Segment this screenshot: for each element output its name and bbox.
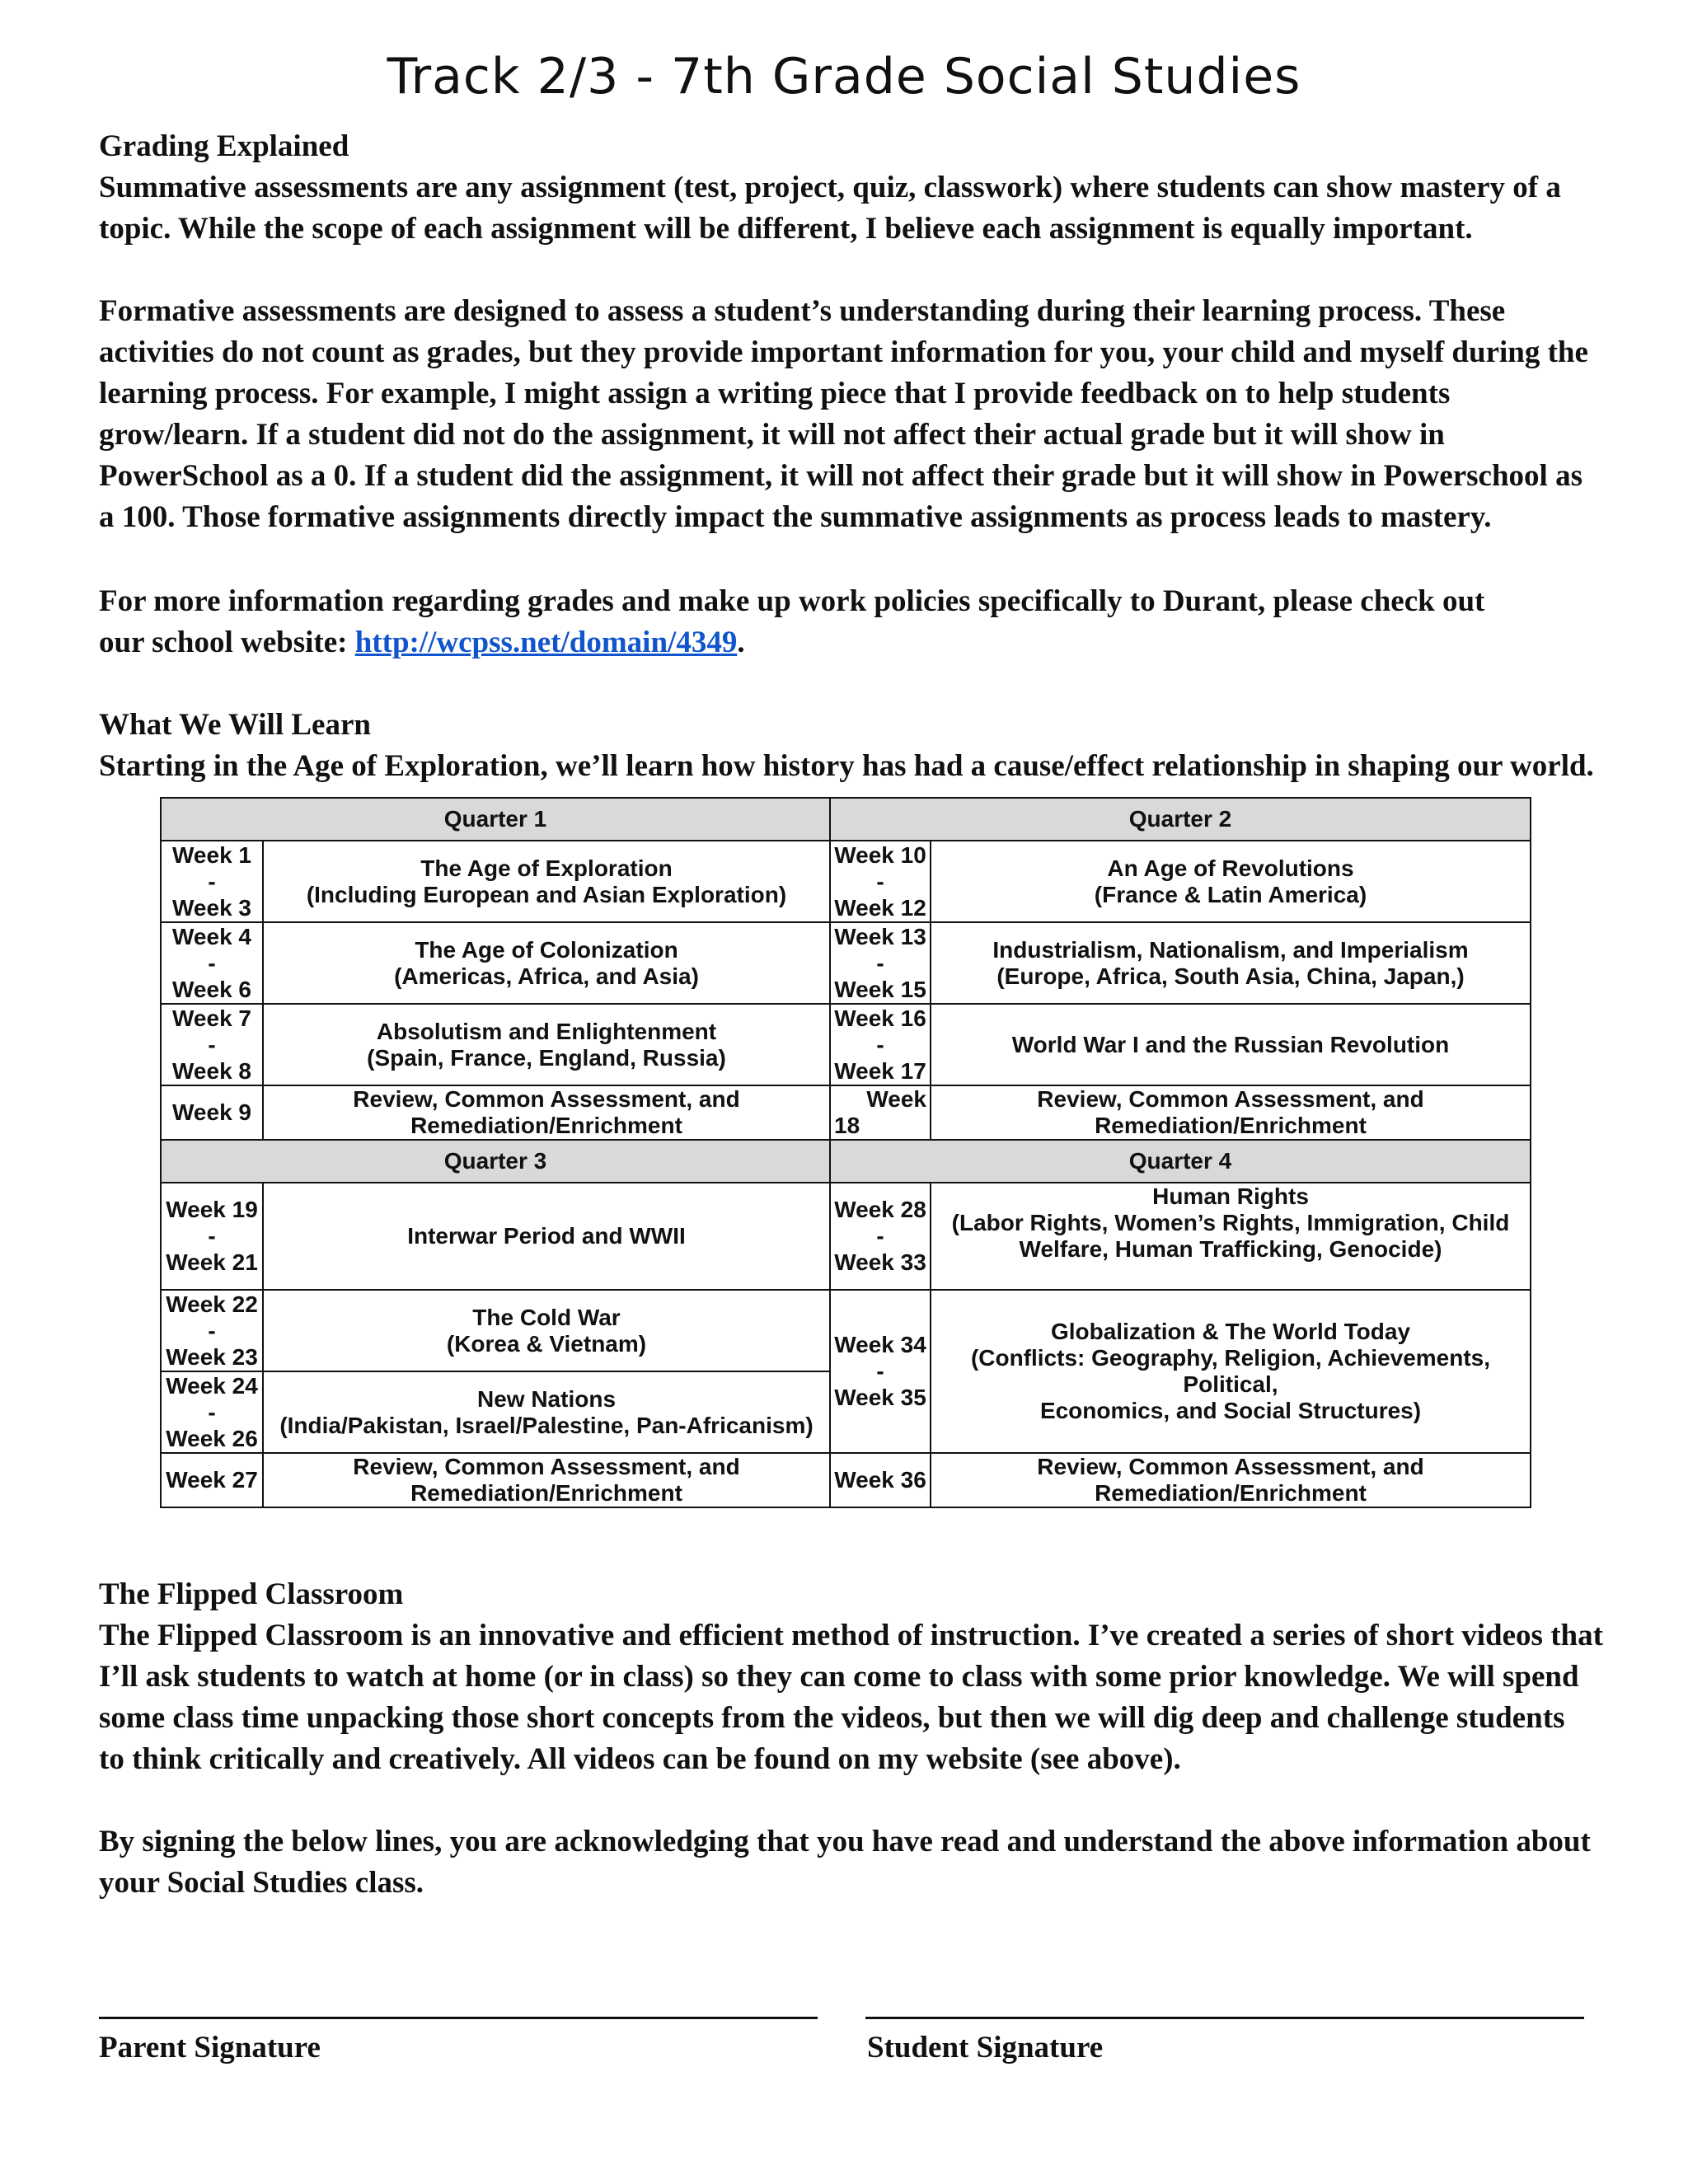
week-range: Week 34 - Week 35 [830,1290,931,1453]
quarter-header: Quarter 3 [161,1140,830,1183]
flipped-line: to think critically and creatively. All videos can be found on my website (see above). [99,1742,1181,1776]
unit-topic: The Age of Colonization (Americas, Africa, and Asia) [263,922,830,1004]
formative-line: Formative assessments are designed to assess a student’s understanding during their learning process. These [99,294,1506,328]
quarter-header: Quarter 4 [830,1140,1531,1183]
week-range: Week 4 - Week 6 [161,922,263,1004]
parent-signature-line[interactable] [99,2017,818,2019]
unit-topic: Human Rights (Labor Rights, Women’s Rights, Immigration, Child Welfare, Human Trafficking, Genocide) [931,1183,1531,1290]
unit-topic: Review, Common Assessment, and Remediation/Enrichment [263,1453,830,1507]
formative-line: a 100. Those formative assignments directly impact the summative assignments as process leads to mastery. [99,500,1492,534]
more-info-line: For more information regarding grades and make up work policies specifically to Durant, please check out [99,584,1485,618]
student-signature-line[interactable] [865,2017,1584,2019]
week-range: Week 27 [161,1453,263,1507]
unit-topic: Globalization & The World Today (Conflicts: Geography, Religion, Achievements, Political, Economics, and Social Structures) [931,1290,1531,1453]
acknowledge-paragraph [99,1821,1688,1904]
week-range: Week 1 - Week 3 [161,841,263,922]
week-range: Week 24 - Week 26 [161,1371,263,1453]
unit-topic: World War I and the Russian Revolution [931,1004,1531,1085]
flipped-line: I’ll ask students to watch at home (or in class) so they can come to class with some prior knowledge. We will spend [99,1660,1579,1694]
school-website-link[interactable]: http://wcpss.net/domain/4349 [354,626,738,659]
acknowledge-line: By signing the below lines, you are acknowledging that you have read and understand the above information about [99,1825,1591,1858]
unit-topic: The Cold War (Korea & Vietnam) [263,1290,830,1371]
unit-topic: The Age of Exploration (Including European and Asian Exploration) [263,841,830,922]
week-range: Week 9 [161,1085,263,1140]
unit-topic: Review, Common Assessment, and Remediation/Enrichment [931,1085,1531,1140]
schedule-table [160,797,1530,1521]
week-range: Week 22 - Week 23 [161,1290,263,1371]
more-info-prefix: our school website: [99,626,355,659]
learn-heading: What We Will Learn [99,708,371,742]
grading-heading: Grading Explained [99,129,349,163]
acknowledge-line: your Social Studies class. [99,1866,424,1900]
learn-intro: Starting in the Age of Exploration, we’ll learn how history has had a cause/effect relationship in shaping our world. [99,749,1594,783]
unit-topic: New Nations (India/Pakistan, Israel/Palestine, Pan-Africanism) [263,1371,830,1453]
formative-line: activities do not count as grades, but they provide important information for you, your child and myself during the [99,335,1588,369]
week-range: Week 36 [830,1453,931,1507]
more-info-line [99,622,1688,663]
unit-topic: Absolutism and Enlightenment (Spain, France, England, Russia) [263,1004,830,1085]
summative-paragraph [99,167,1688,250]
quarter-header: Quarter 2 [830,798,1531,841]
week-range: Week 13 - Week 15 [830,922,931,1004]
formative-line: grow/learn. If a student did not do the assignment, it will not affect their actual grade but it will show in [99,418,1445,452]
unit-topic: Industrialism, Nationalism, and Imperialism (Europe, Africa, South Asia, China, Japan,) [931,922,1531,1004]
week-range: Week 16 - Week 17 [830,1004,931,1085]
flipped-line: The Flipped Classroom is an innovative and efficient method of instruction. I’ve created a series of short videos that [99,1619,1603,1652]
flipped-line: some class time unpacking those short concepts from the videos, but then we will dig deep and challenge students [99,1701,1565,1735]
quarter-header: Quarter 1 [161,798,830,841]
week-range: Week 10 - Week 12 [830,841,931,922]
week-range: Week 28 - Week 33 [830,1183,931,1290]
flipped-paragraph [99,1615,1688,1780]
formative-line: PowerSchool as a 0. If a student did the assignment, it will not affect their grade but it will show in Powerschool as [99,459,1582,493]
week-range: Week 19 - Week 21 [161,1183,263,1290]
unit-topic: Review, Common Assessment, and Remediation/Enrichment [263,1085,830,1140]
unit-topic: Review, Common Assessment, and Remediation/Enrichment [931,1453,1531,1507]
more-info-paragraph [99,581,1688,663]
more-info-suffix: . [737,626,745,659]
unit-topic: Interwar Period and WWII [263,1183,830,1290]
unit-topic: An Age of Revolutions (France & Latin America) [931,841,1531,922]
page-title: Track 2/3 - 7th Grade Social Studies [387,48,1301,105]
formative-paragraph [99,291,1688,538]
summative-line: Summative assessments are any assignment (test, project, quiz, classwork) where students can show mastery of a [99,171,1561,204]
summative-line: topic. While the scope of each assignment will be different, I believe each assignment is equally important. [99,212,1473,246]
student-signature-label: Student Signature [867,2031,1104,2064]
formative-line: learning process. For example, I might assign a writing piece that I provide feedback on to help students [99,377,1451,410]
parent-signature-label: Parent Signature [99,2031,321,2064]
week-range: Week 7 - Week 8 [161,1004,263,1085]
week-range: Week 18 [830,1085,931,1140]
flipped-heading: The Flipped Classroom [99,1577,404,1611]
